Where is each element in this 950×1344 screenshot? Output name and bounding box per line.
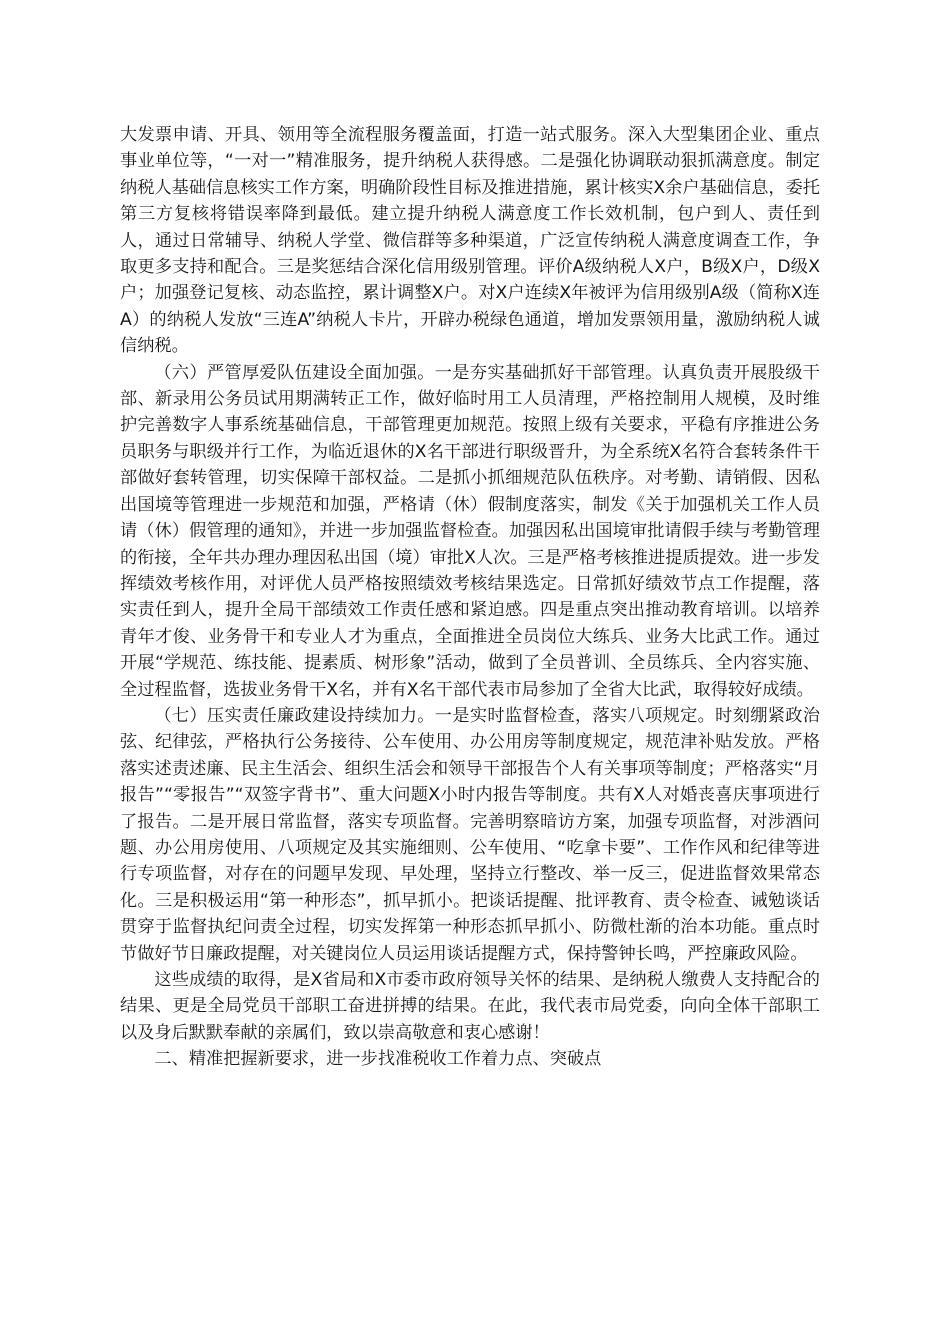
paragraph-team-building: （六）严管厚爱队伍建设全面加强。一是夯实基础抓好干部管理。认真负责开展股级干部、新录用公务员试用期满转正工作，做好临时用工人员清理，严格控制用人规模，及时维护完善数字人事系统基础信息，干部管理更加规范。按照上级有关要求，平稳有序推进公务员职务与职级并行工作，为临近退休的X名干部进行职级晋升，为全系统X名符合套转条件干部做好套转管理，切实保障干部权益。二是抓小抓细规范队伍秩序。对考勤、请销假、因私出国境等管理进一步规范和加强，严格请（休）假制度落实，制发《关于加强机关工作人员请（休）假管理的通知》，并进一步加强监督检查。加强因私出国境审批请假手续与考勤管理的衔接，全年共办理办理因私出国（境）审批X人次。三是严格考核推进提质提效。进一步发挥绩效考核作用，对评优人员严格按照绩效考核结果选定。日常抓好绩效节点工作提醒，落实责任到人，提升全局干部绩效工作责任感和紧迫感。四是重点突出推动教育培训。以培养青年才俊、业务骨干和专业人才为重点，全面推进全员岗位大练兵、业务大比武工作。通过开展“学规范、练技能、提素质、树形象”活动，做到了全员普训、全员练兵、全内容实施、全过程监督，选拔业务骨干X名，并有X名干部代表市局参加了全省大比武，取得较好成绩。 [120, 362, 820, 700]
paragraph-service-coverage: 大发票申请、开具、领用等全流程服务覆盖面，打造一站式服务。深入大型集团企业、重点事业单位等，“一对一”精准服务，提升纳税人获得感。二是强化协调联动狠抓满意度。制定纳税人基础信息核实工作方案，明确阶段性目标及推进措施，累计核实X余户基础信息，委托第三方复核将错误率降到最低。建立提升纳税人满意度工作长效机制，包户到人、责任到人，通过日常辅导、纳税人学堂、微信群等多种渠道，广泛宣传纳税人满意度调查工作，争取更多支持和配合。三是奖惩结合深化信用级别管理。评价A级纳税人X户，B级X户，D级X户；加强登记复核、动态监控，累计调整X户。对X户连续X年被评为信用级别A级（简称X连A）的纳税人发放“三连A”纳税人卡片，开辟办税绿色通道，增加发票领用量，激励纳税人诚信纳税。 [120, 125, 820, 357]
section-heading-2: 二、精准把握新要求，进一步找准税收工作着力点、突破点 [154, 1049, 602, 1070]
document-body [120, 122, 820, 1073]
paragraph-integrity-building: （七）压实责任廉政建设持续加力。一是实时监督检查，落实八项规定。时刻绷紧政治弦、纪律弦，严格执行公务接待、公车使用、办公用房等制度规定，规范津补贴发放。严格落实述责述廉、民主生活会、组织生活会和领导干部报告个人有关事项等制度；严格落实“月报告”“零报告”“双签字背书”、重大问题X小时内报告等制度。共有X人对婚丧喜庆事项进行了报告。二是开展日常监督，落实专项监督。完善明察暗访方案，加强专项监督，对涉酒问题、办公用房使用、八项规定及其实施细则、公车使用、“吃拿卡要”、工作作风和纪律等进行专项监督，对存在的问题早发现、早处理，坚持立行整改、举一反三，促进监督效果常态化。三是积极运用“第一种形态”，抓早抓小。把谈话提醒、批评教育、责令检查、诫勉谈话贯穿于监督执纪问责全过程，切实发挥第一种形态抓早抓小、防微杜渐的治本功能。重点时节做好节日廉政提醒，对关键岗位人员运用谈话提醒方式，保持警钟长鸣，严控廉政风险。 [120, 705, 820, 964]
paragraph-acknowledgement: 这些成绩的取得，是X省局和X市委市政府领导关怀的结果、是纳税人缴费人支持配合的结果、更是全局党员干部职工奋进拼搏的结果。在此，我代表市局党委，向向全体干部职工以及身后默默奉献的亲属们，致以崇高敬意和衷心感谢！ [120, 970, 820, 1043]
